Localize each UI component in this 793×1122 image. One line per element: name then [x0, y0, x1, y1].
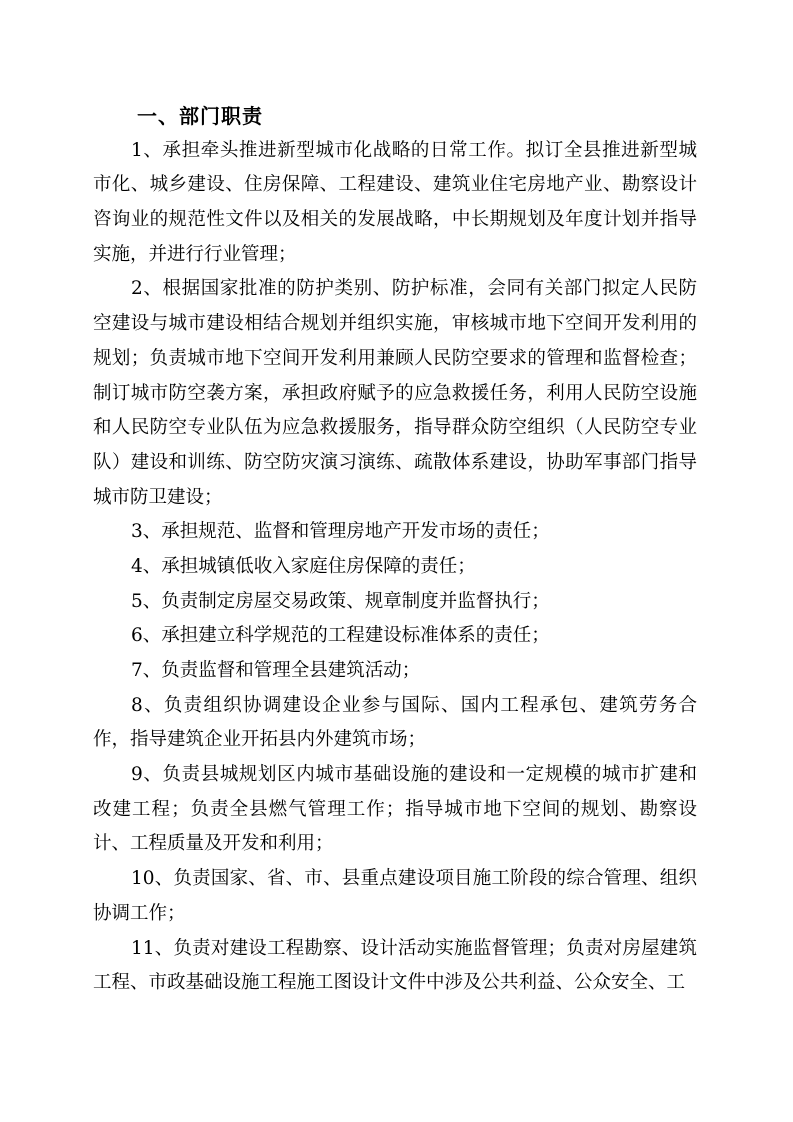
- paragraph-line: 作，指导建筑企业开拓县内外建筑市场；: [93, 729, 427, 751]
- section-heading: 一、部门职责: [137, 104, 263, 128]
- paragraph-line: 制订城市防空袭方案，承担政府赋予的应急救援任务，利用人民防空设施: [93, 382, 697, 404]
- paragraph-line: 协调工作；: [93, 902, 186, 924]
- paragraph-line: 6、承担建立科学规范的工程建设标准体系的责任；: [131, 625, 550, 647]
- paragraph: [93, 758, 697, 862]
- paragraph: [93, 550, 697, 585]
- paragraph: [93, 272, 697, 515]
- paragraph-line: 8、负责组织协调建设企业参与国际、国内工程承包、建筑劳务合: [131, 694, 697, 716]
- paragraph-line: 队）建设和训练、防空防灾演习演练、疏散体系建设，协助军事部门指导: [93, 451, 697, 473]
- paragraph: [93, 134, 697, 273]
- paragraph-line: 改建工程；负责全县燃气管理工作；指导城市地下空间的规划、勘察设: [93, 798, 697, 820]
- paragraph-line: 和人民防空专业队伍为应急救援服务，指导群众防空组织（人民防空专业: [93, 417, 697, 439]
- paragraph-line: 7、负责监督和管理全县建筑活动；: [131, 660, 421, 682]
- paragraph-line: 咨询业的规范性文件以及相关的发展战略，中长期规划及年度计划并指导: [93, 209, 697, 231]
- paragraph-line: 计、工程质量及开发和利用；: [93, 833, 334, 855]
- paragraph: [93, 862, 697, 931]
- paragraph-line: 实施，并进行行业管理；: [93, 243, 297, 265]
- paragraph-line: 城市防卫建设；: [93, 486, 223, 508]
- paragraph-line: 11、负责对建设工程勘察、设计活动实施监督管理；负责对房屋建筑: [131, 937, 697, 959]
- paragraph-line: 3、承担规范、监督和管理房地产开发市场的责任；: [131, 521, 550, 543]
- paragraph: [93, 654, 697, 689]
- paragraph-line: 1、承担牵头推进新型城市化战略的日常工作。拟订全县推进新型城: [131, 139, 697, 161]
- paragraph: [93, 585, 697, 620]
- paragraph: [93, 689, 697, 758]
- paragraph-line: 9、负责县城规划区内城市基础设施的建设和一定规模的城市扩建和: [131, 764, 697, 786]
- paragraph: [93, 932, 697, 1001]
- paragraph: [93, 619, 697, 654]
- paragraph-line: 10、负责国家、省、市、县重点建设项目施工阶段的综合管理、组织: [131, 868, 697, 890]
- paragraph-line: 工程、市政基础设施工程施工图设计文件中涉及公共利益、公众安全、工: [93, 972, 686, 994]
- paragraph: [93, 515, 697, 550]
- paragraph-container: [93, 134, 697, 1001]
- paragraph-line: 规划；负责城市地下空间开发利用兼顾人民防空要求的管理和监督检查；: [93, 347, 697, 369]
- paragraph-line: 2、根据国家批准的防护类别、防护标准，会同有关部门拟定人民防: [131, 278, 697, 300]
- paragraph-line: 空建设与城市建设相结合规划并组织实施，审核城市地下空间开发利用的: [93, 313, 697, 335]
- paragraph-line: 市化、城乡建设、住房保障、工程建设、建筑业住宅房地产业、勘察设计: [93, 174, 697, 196]
- paragraph-line: 5、负责制定房屋交易政策、规章制度并监督执行；: [131, 590, 550, 612]
- paragraph-line: 4、承担城镇低收入家庭住房保障的责任；: [131, 555, 476, 577]
